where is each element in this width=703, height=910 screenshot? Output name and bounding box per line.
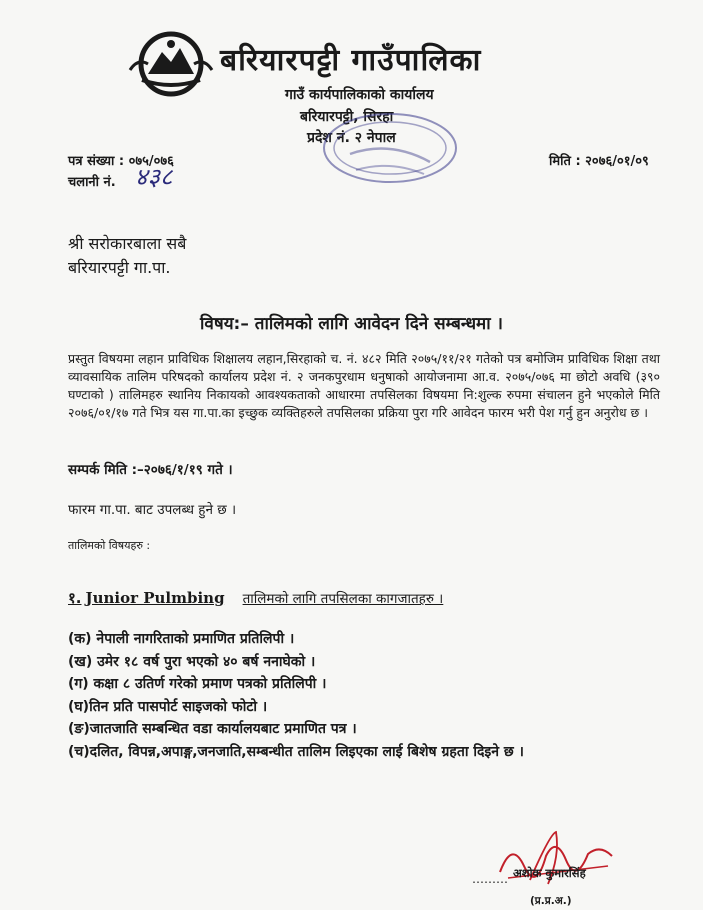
training-name: Junior Pulmbing (85, 589, 225, 607)
letter-subject: विषय:– तालिमको लागि आवेदन दिने सम्बन्धमा । (200, 314, 503, 334)
contact-date: सम्पर्क मिति :–२०७६/१/१९ गते । (68, 462, 233, 478)
recipient-line-2: बरियारपट्टी गा.पा. (68, 258, 171, 277)
letter-body: प्रस्तुत विषयमा लहान प्राविधिक शिक्षालय लहान,सिरहाको च. नं. ४८२ मिति २०७५/११/२१ गतेको पत्र बमोजिम प्राविधिक शिक्षा तथा व्यावसायिक तालिम परिषदको कार्यालय प्रदेश नं. २ जनकपुरधाम धनुषाको आयोजनामा आ.व. २०७५/०७६ मा छोटो अवधि (३९० घण्टाको ) तालिमहरु स्थानिय निकायको आवश्यकताको आधारमा तपसिलका विषयमा नि:शुल्क रुपमा संचालन हुने भएकोले मिति २०७६/०१/१७ गते भित्र यस गा.पा.का इच्छुक व्यक्तिहरुले तपसिलका प्रक्रिया पुरा गरि आवेदन फारम भरी पेश गर्नु हुन अनुरोध छ । (68, 351, 660, 420)
list-item: (ङ)जातजाति सम्बन्धित वडा कार्यालयबाट प्रमाणित पत्र । (68, 721, 357, 737)
recipient-line-1: श्री सरोकारबाला सबै (68, 234, 187, 253)
training-heading (68, 588, 443, 608)
reference-number: पत्र संख्या : ०७५/०७६ (68, 154, 174, 169)
handwritten-signature (490, 826, 620, 892)
office-name: गाउँ कार्यपालिकाको कार्यालय (285, 87, 434, 103)
address-line-1: बरियारपट्टी, सिरहा (300, 109, 394, 125)
training-subtitle: तालिमको लागि तपसिलका कागजातहरु । (242, 591, 444, 607)
signer-name: अशोक कुमारसिंह (513, 866, 586, 880)
list-item: (घ)तिन प्रति पासपोर्ट साइजको फोटो । (68, 698, 268, 715)
letter-date: मिति : २०७६/०१/०९ (549, 154, 649, 169)
training-topics-label: तालिमको विषयहरु : (68, 539, 151, 552)
signer-role: (प्र.प्र.अ.) (530, 895, 572, 907)
municipality-emblem-icon (128, 30, 214, 98)
list-item: (क) नेपाली नागरिताको प्रमाणित प्रतिलिपी । (68, 631, 295, 647)
training-number: १. (68, 589, 82, 607)
form-availability-note: फारम गा.पा. बाट उपलब्ध हुने छ । (68, 502, 237, 518)
office-seal-stamp (320, 110, 460, 186)
list-item: (ख) उमेर १८ वर्ष पुरा भएको ४० बर्ष ननाघेको । (68, 653, 316, 670)
required-documents-list (68, 628, 524, 763)
dispatch-number-handwritten: ४३८ (135, 163, 173, 191)
dispatch-number-label: चलानी नं. (68, 175, 116, 190)
address-line-2: प्रदेश नं. २ नेपाल (307, 130, 396, 146)
organization-name: बरियारपट्टी गाउँपालिका (220, 43, 482, 78)
signature-dots: ……… (472, 872, 508, 886)
list-item: (च)दलित, विपन्न,अपाङ्ग,जनजाति,सम्बन्धीत तालिम लिइएका लाई बिशेष ग्रहता दिइने छ । (68, 743, 524, 760)
list-item: (ग) कक्षा ८ उतिर्ण गरेको प्रमाण पत्रको प्रतिलिपी । (68, 676, 327, 692)
